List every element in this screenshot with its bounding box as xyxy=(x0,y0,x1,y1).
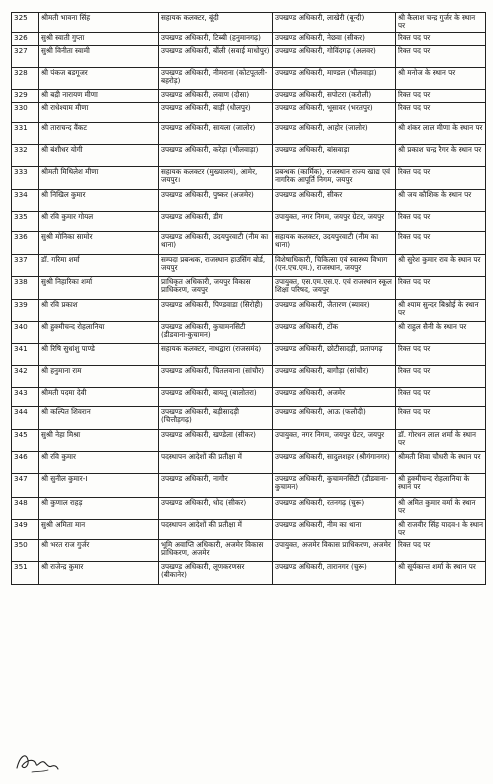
current-posting: उपखण्ड अधिकारी, कुचामनसिटी (डीडवाना-कुचामन) xyxy=(159,321,273,343)
remark: रिक्त पद पर xyxy=(396,89,486,102)
new-posting: उपखण्ड अधिकारी, भूसावर (भरतपुर) xyxy=(273,102,396,122)
remark: रिक्त पद पर xyxy=(396,32,486,45)
new-posting: उपखण्ड अधिकारी, कुचामनसिटी (डीडवाना-कुचामन) xyxy=(273,473,396,497)
current-posting: पदस्थापन आदेशों की प्रतीक्षा में xyxy=(159,519,273,539)
transfer-order-table xyxy=(11,12,486,585)
new-posting: उपखण्ड अधिकारी, टोंक xyxy=(273,321,396,343)
current-posting: उपखण्ड अधिकारी, बड़ीसादड़ी (चित्तौड़गढ़) xyxy=(159,406,273,429)
new-posting: उपखण्ड अधिकारी, बागौड़ा (सांचौर) xyxy=(273,365,396,387)
new-posting: उपखण्ड अधिकारी, सीकर xyxy=(273,189,396,211)
current-posting: उपखण्ड अधिकारी, धोद (सीकर) xyxy=(159,497,273,519)
row-number: 347 xyxy=(12,473,39,497)
signature xyxy=(14,746,60,776)
table-row xyxy=(12,321,486,343)
officer-name: श्री रिषि सुधांशु पाण्डे xyxy=(39,343,159,365)
row-number: 338 xyxy=(12,276,39,299)
officer-name: श्री कल्पित शिवरान xyxy=(39,406,159,429)
remark: श्री राजवीर सिंह यादव-I के स्थान पर xyxy=(396,519,486,539)
table-row xyxy=(12,254,486,276)
new-posting: विशेषाधिकारी, चिकित्सा एवं स्वास्थ्य विभाग (एन.एच.एम.), राजस्थान, जयपुर xyxy=(273,254,396,276)
table-row xyxy=(12,343,486,365)
new-posting: उपायुक्त, नगर निगम, जयपुर ग्रेटर, जयपुर xyxy=(273,211,396,231)
table-row xyxy=(12,299,486,321)
remark: रिक्त पद पर xyxy=(396,166,486,189)
row-number: 343 xyxy=(12,387,39,406)
remark: रिक्त पद पर xyxy=(396,343,486,365)
current-posting: उपखण्ड अधिकारी, बौंली (सवाई माधोपुर) xyxy=(159,45,273,67)
officer-name: श्री रवि प्रकाश xyxy=(39,299,159,321)
new-posting: उपखण्ड अधिकारी, सपोटरा (करौली) xyxy=(273,89,396,102)
current-posting: सहायक कलक्टर (मुख्यालय), आमेर, जयपुर। xyxy=(159,166,273,189)
officer-name: डॉ. गरिमा शर्मा xyxy=(39,254,159,276)
current-posting: उपखण्ड अधिकारी, लूणकरणसर (बीकानेर) xyxy=(159,561,273,584)
row-number: 342 xyxy=(12,365,39,387)
new-posting: उपखण्ड अधिकारी, तारानगर (चुरू) xyxy=(273,561,396,584)
row-number: 340 xyxy=(12,321,39,343)
row-number: 325 xyxy=(12,13,39,33)
officer-name: श्री राधेश्याम मीणा xyxy=(39,102,159,122)
remark: श्री राहुल सैनी के स्थान पर xyxy=(396,321,486,343)
remark: श्री प्रकाश चन्द्र रैगर के स्थान पर xyxy=(396,144,486,166)
remark: रिक्त पद पर xyxy=(396,276,486,299)
current-posting: उपखण्ड अधिकारी, पिण्डवाडा (सिरोही) xyxy=(159,299,273,321)
new-posting: उपखण्ड अधिकारी, रतनगढ़ (चुरू) xyxy=(273,497,396,519)
row-number: 326 xyxy=(12,32,39,45)
remark: श्री कैलाश चन्द्र गुर्जर के स्थान पर xyxy=(396,13,486,33)
new-posting: उपायुक्त, एस.एम.एस.ए. एवं राजस्थान स्कूल शिक्षा परिषद, जयपुर xyxy=(273,276,396,299)
row-number: 339 xyxy=(12,299,39,321)
officer-name: श्री बद्री नारायण मीणा xyxy=(39,89,159,102)
row-number: 333 xyxy=(12,166,39,189)
row-number: 341 xyxy=(12,343,39,365)
row-number: 334 xyxy=(12,189,39,211)
remark: श्री सुरेश कुमार राव के स्थान पर xyxy=(396,254,486,276)
row-number: 329 xyxy=(12,89,39,102)
table-row xyxy=(12,102,486,122)
officer-name: श्री रवि कुमार गोयल xyxy=(39,211,159,231)
row-number: 344 xyxy=(12,406,39,429)
table-row xyxy=(12,32,486,45)
officer-name: श्री ताराचन्द वैंकट xyxy=(39,122,159,144)
table-row xyxy=(12,365,486,387)
officer-name: श्री हनुमाना राम xyxy=(39,365,159,387)
officer-name: श्री कुणाल राहड़ xyxy=(39,497,159,519)
table-row xyxy=(12,189,486,211)
remark: रिक्त पद पर xyxy=(396,539,486,561)
new-posting: उपखण्ड अधिकारी, आऊ (फलौदी) xyxy=(273,406,396,429)
table-row xyxy=(12,406,486,429)
officer-name: श्रीमती मिथिलेश मीणा xyxy=(39,166,159,189)
table-row xyxy=(12,497,486,519)
table-row xyxy=(12,166,486,189)
row-number: 350 xyxy=(12,539,39,561)
current-posting: उपखण्ड अधिकारी, बाड़ी (धौलपुर) xyxy=(159,102,273,122)
row-number: 348 xyxy=(12,497,39,519)
current-posting: उपखण्ड अधिकारी, टिब्बी (हनुमानगढ़) xyxy=(159,32,273,45)
officer-name: श्री पंकज बडगूजर xyxy=(39,67,159,89)
table-row xyxy=(12,387,486,406)
current-posting: उपखण्ड अधिकारी, करेड़ा (भीलवाड़ा) xyxy=(159,144,273,166)
officer-name: श्री सुनील कुमार-I xyxy=(39,473,159,497)
current-posting: उपखण्ड अधिकारी, डीग xyxy=(159,211,273,231)
table-row xyxy=(12,519,486,539)
remark: श्री मनोज के स्थान पर xyxy=(396,67,486,89)
new-posting: उपखण्ड अधिकारी, छोटीसादड़ी, प्रतापगढ़ xyxy=(273,343,396,365)
current-posting: सहायक कलक्टर, नाथद्वारा (राजसमंद) xyxy=(159,343,273,365)
current-posting: उपखण्ड अधिकारी, नागौर xyxy=(159,473,273,497)
current-posting: प्राधिकृत अधिकारी, जयपुर विकास प्राधिकरण, जयपुर xyxy=(159,276,273,299)
current-posting: उपखण्ड अधिकारी, खण्डेला (सीकर) xyxy=(159,429,273,451)
new-posting: उपखण्ड अधिकारी, माण्डल (भीलवाड़ा) xyxy=(273,67,396,89)
current-posting: पदस्थापन आदेशों की प्रतीक्षा में xyxy=(159,451,273,473)
row-number: 327 xyxy=(12,45,39,67)
officer-name: श्री बंशीधर योगी xyxy=(39,144,159,166)
table-row xyxy=(12,231,486,254)
new-posting: उपखण्ड अधिकारी, लाखेरी (बून्दी) xyxy=(273,13,396,33)
current-posting: उपखण्ड अधिकारी, उदयपुरवाटी (नीम का थाना) xyxy=(159,231,273,254)
remark: रिक्त पद पर xyxy=(396,102,486,122)
new-posting: उपखण्ड अधिकारी, नीम का थाना xyxy=(273,519,396,539)
new-posting: उपायुक्त, नगर निगम, जयपुर ग्रेटर, जयपुर xyxy=(273,429,396,451)
current-posting: भूमि अवाप्ति अधिकारी, अजमेर विकास प्राधिकरण, अजमेर xyxy=(159,539,273,561)
current-posting: सम्पदा प्रबन्धक, राजस्थान हाउसिंग बोर्ड, जयपुर xyxy=(159,254,273,276)
remark: श्री सूर्यकान्त शर्मा के स्थान पर xyxy=(396,561,486,584)
table-row xyxy=(12,144,486,166)
officer-name: सुश्री विनीता स्वामी xyxy=(39,45,159,67)
new-posting: उपखण्ड अधिकारी, आहोर (जालोर) xyxy=(273,122,396,144)
new-posting: उपखण्ड अधिकारी, नेछवा (सीकर) xyxy=(273,32,396,45)
officer-name: श्रीमती भावना सिंह xyxy=(39,13,159,33)
officer-name: सुश्री नेहा मिश्रा xyxy=(39,429,159,451)
row-number: 351 xyxy=(12,561,39,584)
officer-name: श्री राजेन्द्र कुमार xyxy=(39,561,159,584)
table-row xyxy=(12,45,486,67)
officer-name: श्रीमती पदमा देवी xyxy=(39,387,159,406)
row-number: 345 xyxy=(12,429,39,451)
remark: रिक्त पद पर xyxy=(396,45,486,67)
remark: रिक्त पद पर xyxy=(396,365,486,387)
new-posting: सहायक कलक्टर, उदयपुरवाटी (नीम का थाना) xyxy=(273,231,396,254)
officer-name: श्री भरत राज गुर्जर xyxy=(39,539,159,561)
current-posting: उपखण्ड अधिकारी, चितलवाना (सांचौर) xyxy=(159,365,273,387)
new-posting: उपखण्ड अधिकारी, गोविंदगढ़ (अलवर) xyxy=(273,45,396,67)
remark: श्री हुक्मीचन्द रोहलानिया के स्थान पर xyxy=(396,473,486,497)
new-posting: उपखण्ड अधिकारी, सादुलशहर (श्रीगंगानगर) xyxy=(273,451,396,473)
table-row xyxy=(12,429,486,451)
table-row xyxy=(12,89,486,102)
row-number: 330 xyxy=(12,102,39,122)
row-number: 349 xyxy=(12,519,39,539)
officer-name: श्री रवि कुमार xyxy=(39,451,159,473)
current-posting: उपखण्ड अधिकारी, बायतू (बालोतरा) xyxy=(159,387,273,406)
remark: श्री अमित कुमार वर्मा के स्थान पर xyxy=(396,497,486,519)
row-number: 335 xyxy=(12,211,39,231)
officer-name: श्री हुक्मीचन्द रोहलानिया xyxy=(39,321,159,343)
officer-name: सुश्री अमिता मान xyxy=(39,519,159,539)
table-row xyxy=(12,473,486,497)
row-number: 337 xyxy=(12,254,39,276)
new-posting: उपायुक्त, अजमेर विकास प्राधिकरण, अजमेर xyxy=(273,539,396,561)
row-number: 332 xyxy=(12,144,39,166)
remark: श्री शंकर लाल मीणा के स्थान पर xyxy=(396,122,486,144)
officer-name: सुश्री मोनिका सामोर xyxy=(39,231,159,254)
table-row xyxy=(12,539,486,561)
table-row xyxy=(12,211,486,231)
table-row xyxy=(12,276,486,299)
remark: श्री श्याम सुन्दर बिश्नोई के स्थान पर xyxy=(396,299,486,321)
row-number: 328 xyxy=(12,67,39,89)
new-posting: प्रबन्धक (कार्मिक), राजस्थान राज्य खाद्य एवं नागरिक आपूर्ति निगम, जयपुर xyxy=(273,166,396,189)
remark: रिक्त पद पर xyxy=(396,211,486,231)
officer-name: श्री निखिल कुमार xyxy=(39,189,159,211)
table-body xyxy=(12,13,486,585)
current-posting: उपखण्ड अधिकारी, पुष्कर (अजमेर) xyxy=(159,189,273,211)
remark: श्रीमती शिवा चौधरी के स्थान पर xyxy=(396,451,486,473)
new-posting: उपखण्ड अधिकारी, जैतारण (ब्यावर) xyxy=(273,299,396,321)
table-row xyxy=(12,561,486,584)
current-posting: उपखण्ड अधिकारी, लवाण (दौसा) xyxy=(159,89,273,102)
table-row xyxy=(12,451,486,473)
table-row xyxy=(12,13,486,33)
remark: श्री जय कौशिक के स्थान पर xyxy=(396,189,486,211)
officer-name: सुश्री स्वाती गुप्ता xyxy=(39,32,159,45)
new-posting: उपखण्ड अधिकारी, अजमेर xyxy=(273,387,396,406)
remark: डॉ. गोरधन लाल शर्मा के स्थान पर xyxy=(396,429,486,451)
row-number: 346 xyxy=(12,451,39,473)
row-number: 336 xyxy=(12,231,39,254)
table-row xyxy=(12,67,486,89)
officer-name: सुश्री निहारिका शर्मा xyxy=(39,276,159,299)
row-number: 331 xyxy=(12,122,39,144)
current-posting: उपखण्ड अधिकारी, सायला (जालोर) xyxy=(159,122,273,144)
remark: रिक्त पद पर xyxy=(396,387,486,406)
current-posting: उपखण्ड अधिकारी, नीमराना (कोटपूतली-बहरोड़) xyxy=(159,67,273,89)
remark: रिक्त पद पर xyxy=(396,406,486,429)
current-posting: सहायक कलक्टर, बूंदी xyxy=(159,13,273,33)
table-row xyxy=(12,122,486,144)
new-posting: उपखण्ड अधिकारी, बांसवाड़ा xyxy=(273,144,396,166)
remark: रिक्त पद पर xyxy=(396,231,486,254)
